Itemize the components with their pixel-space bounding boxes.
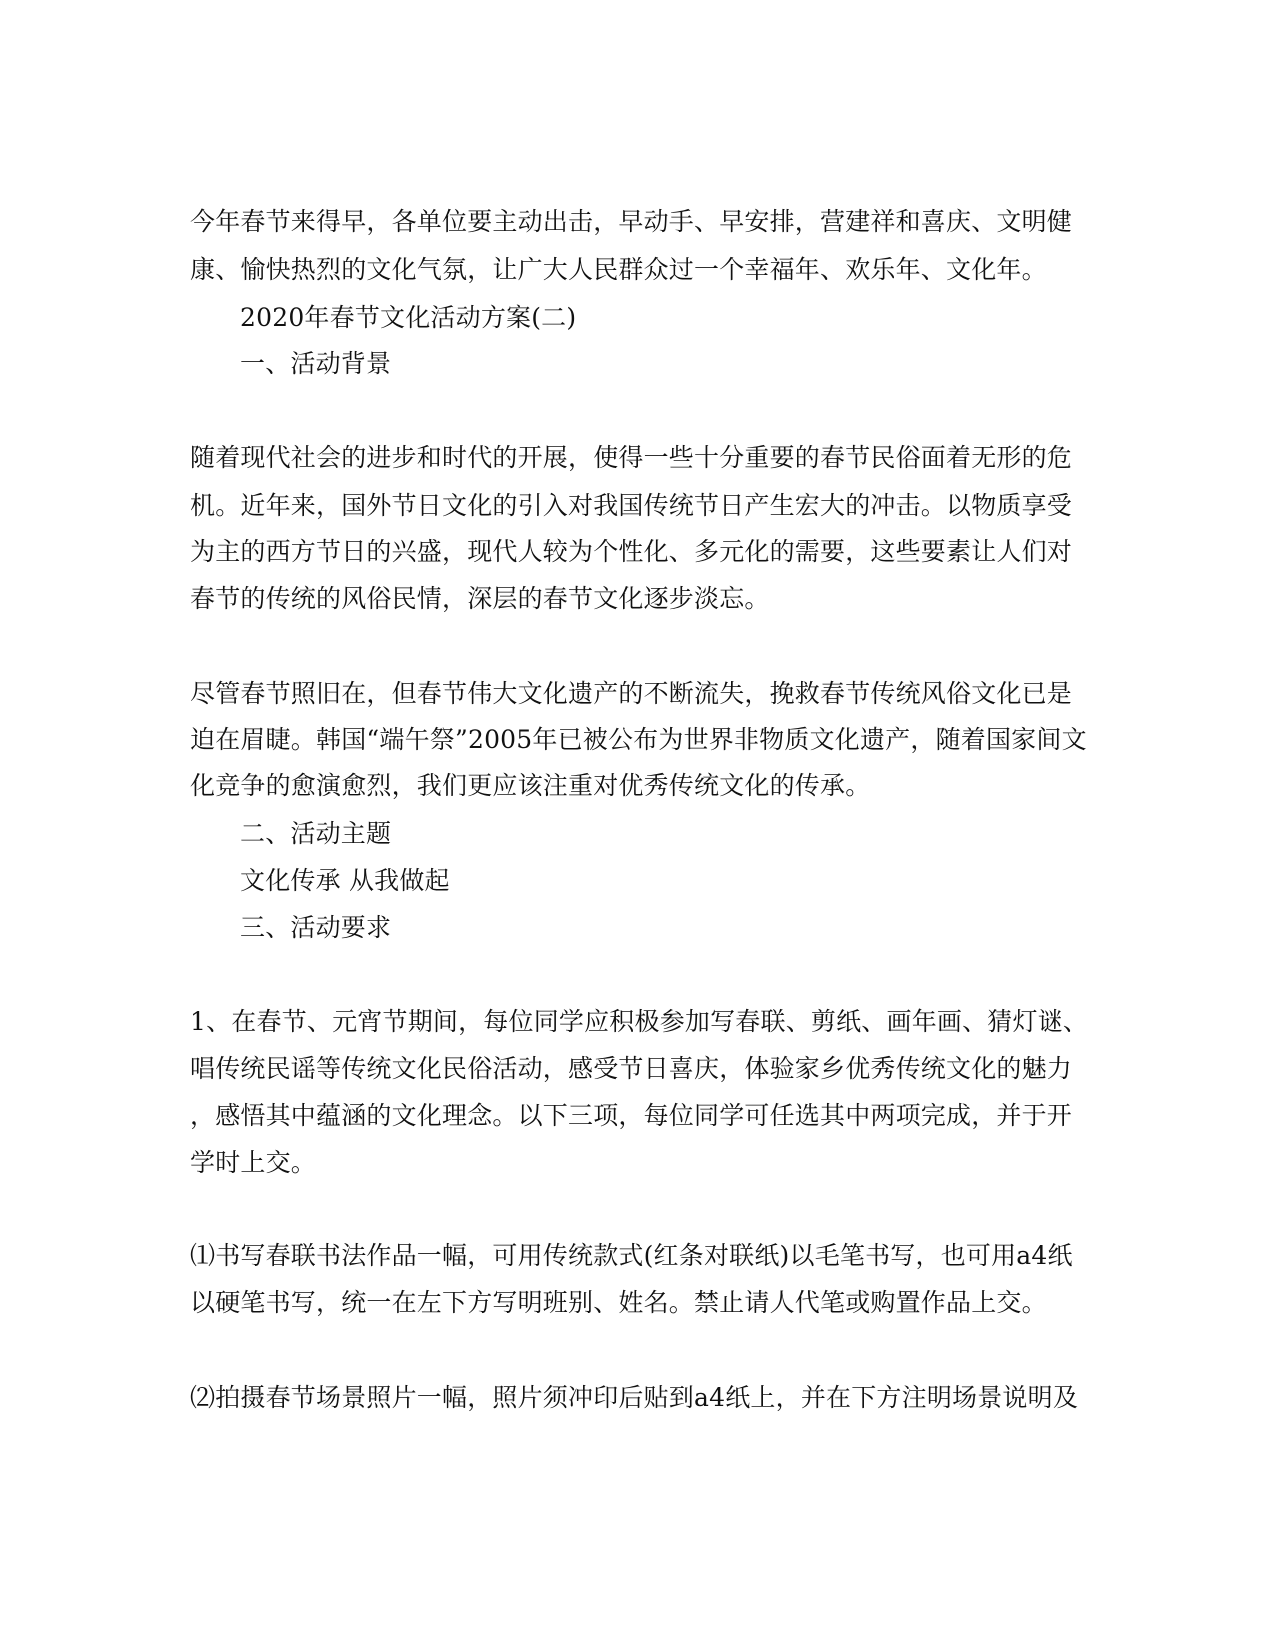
body-text-line: ⑵拍摄春节场景照片一幅，照片须冲印后贴到a4纸上，并在下方注明场景说明及: [190, 1383, 1079, 1412]
body-text-line: 迫在眉睫。韩国“端午祭”2005年已被公布为世界非物质文化遗产，随着国家间文: [190, 725, 1087, 754]
body-text-line: ，感悟其中蕴涵的文化理念。以下三项，每位同学可任选其中两项完成，并于开: [190, 1101, 1073, 1130]
body-text-line: 春节的传统的风俗民情，深层的春节文化逐步淡忘。: [190, 584, 770, 613]
section-heading: 一、活动背景: [240, 349, 392, 378]
section-title: 2020年春节文化活动方案(二): [240, 303, 577, 332]
body-text-line: 尽管春节照旧在，但春节伟大文化遗产的不断流失，挽救春节传统风俗文化已是: [190, 679, 1073, 708]
body-text-line: 随着现代社会的进步和时代的开展，使得一些十分重要的春节民俗面着无形的危: [190, 443, 1073, 472]
body-text-line: 康、愉快热烈的文化气氛，让广大人民群众过一个幸福年、欢乐年、文化年。: [190, 255, 1047, 284]
section-heading: 三、活动要求: [240, 913, 392, 942]
body-text-line: 今年春节来得早，各单位要主动出击，早动手、早安排，营建祥和喜庆、文明健: [190, 207, 1073, 236]
body-text-line: 为主的西方节日的兴盛，现代人较为个性化、多元化的需要，这些要素让人们对: [190, 537, 1073, 566]
body-text-line: ⑴书写春联书法作品一幅，可用传统款式(红条对联纸)以毛笔书写，也可用a4纸: [190, 1241, 1073, 1270]
body-text-line: 唱传统民谣等传统文化民俗活动，感受节日喜庆，体验家乡优秀传统文化的魅力: [190, 1054, 1073, 1083]
body-text-line: 化竞争的愈演愈烈，我们更应该注重对优秀传统文化的传承。: [190, 771, 871, 800]
theme-text: 文化传承 从我做起: [240, 866, 450, 895]
body-text-line: 机。近年来，国外节日文化的引入对我国传统节日产生宏大的冲击。以物质享受: [190, 491, 1073, 520]
section-heading: 二、活动主题: [240, 819, 392, 848]
body-text-line: 1、在春节、元宵节期间，每位同学应积极参加写春联、剪纸、画年画、猜灯谜、: [190, 1007, 1089, 1036]
body-text-line: 以硬笔书写，统一在左下方写明班别、姓名。禁止请人代笔或购置作品上交。: [190, 1288, 1047, 1317]
body-text-line: 学时上交。: [190, 1148, 317, 1177]
